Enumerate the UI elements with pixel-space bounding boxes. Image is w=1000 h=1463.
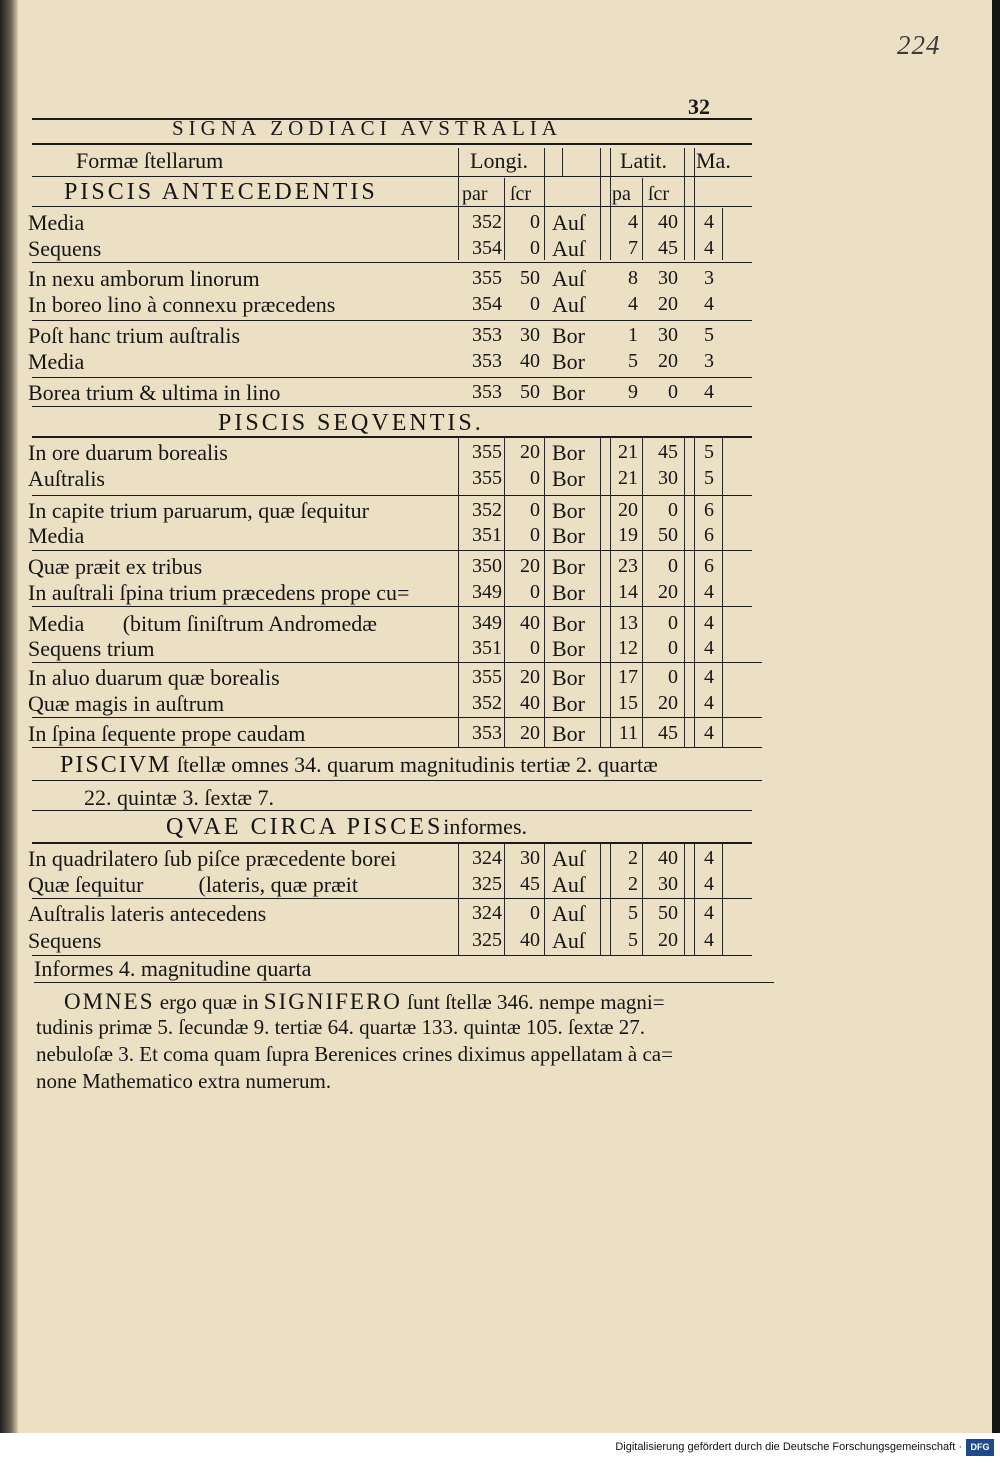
- longitude-degrees: 353: [472, 722, 502, 744]
- final-paragraph-line2: tudinis primæ 5. ſecundæ 9. tertiæ 64. quartæ 133. quintæ 105. ſextæ 27.: [36, 1015, 645, 1039]
- magnitude: 6: [704, 555, 714, 577]
- latitude-degrees: 19: [618, 524, 638, 546]
- row-rule: [32, 780, 762, 781]
- latitude-direction: Auſ: [552, 266, 585, 291]
- magnitude: 3: [704, 350, 714, 372]
- longitude-minutes: 0: [530, 293, 540, 315]
- subheader-scr: ſcr: [510, 183, 532, 205]
- longitude-minutes: 40: [520, 692, 540, 714]
- longitude-minutes: 40: [520, 929, 540, 951]
- latitude-degrees: 21: [618, 467, 638, 489]
- latitude-degrees: 12: [618, 637, 638, 659]
- row-rule: [32, 810, 752, 811]
- row-rule: [32, 747, 762, 748]
- rule-under-head: [32, 143, 752, 145]
- star-name: Borea trium & ultima in lino: [28, 380, 281, 405]
- latitude-direction: Bor: [552, 665, 585, 690]
- longitude-degrees: 352: [472, 499, 502, 521]
- magnitude: 6: [704, 524, 714, 546]
- latitude-minutes: 20: [658, 692, 678, 714]
- latitude-minutes: 45: [658, 441, 678, 463]
- star-name: Auſtralis lateris antecedens: [28, 901, 267, 926]
- row-rule: [32, 262, 752, 263]
- longitude-minutes: 0: [530, 237, 540, 259]
- latitude-direction: Auſ: [552, 872, 585, 897]
- star-name: In boreo lino à connexu præcedens: [28, 292, 336, 317]
- section-title-circa-pisces: [166, 815, 527, 839]
- longitude-minutes: 45: [520, 873, 540, 895]
- inventory-mark: 224: [897, 30, 941, 60]
- star-name: In ore duarum borealis: [28, 440, 228, 465]
- longitude-minutes: 0: [530, 524, 540, 546]
- star-name: In nexu amborum linorum: [28, 266, 260, 291]
- longitude-degrees: 355: [472, 441, 502, 463]
- latitude-minutes: 20: [658, 350, 678, 372]
- subheader-pa: pa: [612, 183, 631, 205]
- latitude-minutes: 0: [668, 612, 678, 634]
- row-rule: [32, 717, 762, 718]
- latitude-degrees: 5: [628, 929, 638, 951]
- latitude-minutes: 40: [658, 847, 678, 869]
- word-omnes: OMNES: [64, 989, 155, 1014]
- word-signifero: SIGNIFERO: [263, 989, 402, 1014]
- magnitude: 5: [704, 324, 714, 346]
- longitude-minutes: 0: [530, 467, 540, 489]
- magnitude: 4: [704, 929, 714, 951]
- col-rule: [544, 148, 545, 260]
- longitude-degrees: 324: [472, 847, 502, 869]
- star-name: In ſpina ſequente prope caudam: [28, 721, 306, 746]
- subheader-scr2: ſcr: [648, 183, 670, 205]
- latitude-direction: Bor: [552, 380, 585, 405]
- final-paragraph-line4: none Mathematico extra numerum.: [36, 1069, 332, 1093]
- magnitude: 3: [704, 267, 714, 289]
- digitization-footer: [0, 1433, 1000, 1463]
- latitude-degrees: 21: [618, 441, 638, 463]
- latitude-degrees: 11: [618, 722, 638, 744]
- latitude-direction: Bor: [552, 349, 585, 374]
- star-name: Quæ magis in auſtrum: [28, 691, 225, 716]
- longitude-degrees: 351: [472, 637, 502, 659]
- star-name: Sequens: [28, 928, 102, 953]
- col-rule: [722, 844, 723, 956]
- latitude-minutes: 0: [668, 499, 678, 521]
- longitude-minutes: 0: [530, 902, 540, 924]
- star-name: In auſtrali ſpina trium præcedens prope cu=: [28, 580, 410, 605]
- summary-caps: PISCIVM: [60, 752, 172, 778]
- longitude-degrees: 325: [472, 873, 502, 895]
- latitude-degrees: 23: [618, 555, 638, 577]
- latitude-degrees: 4: [628, 293, 638, 315]
- col-rule: [722, 438, 723, 748]
- latitude-minutes: 50: [658, 524, 678, 546]
- star-name: Media: [28, 349, 85, 374]
- row-rule: [32, 377, 752, 378]
- row-rule: [32, 898, 752, 899]
- latitude-degrees: 1: [628, 324, 638, 346]
- section-rest: informes.: [443, 814, 527, 839]
- star-name: Media: [28, 210, 85, 235]
- magnitude: 4: [704, 637, 714, 659]
- longitude-minutes: 20: [520, 722, 540, 744]
- longitude-degrees: 355: [472, 267, 502, 289]
- summary-pisces-line2: 22. quintæ 3. ſextæ 7.: [84, 785, 275, 810]
- magnitude: 4: [704, 666, 714, 688]
- latitude-direction: Bor: [552, 554, 585, 579]
- magnitude: 4: [704, 211, 714, 233]
- section-title-piscis-sequentis: PISCIS SEQVENTIS.: [218, 410, 484, 436]
- latitude-degrees: 9: [628, 381, 638, 403]
- row-rule: [32, 606, 752, 607]
- latitude-minutes: 30: [658, 267, 678, 289]
- star-name: Quæ præit ex tribus: [28, 554, 203, 579]
- header-magnitude: Ma.: [696, 148, 731, 173]
- longitude-minutes: 20: [520, 666, 540, 688]
- latitude-direction: Bor: [552, 323, 585, 348]
- longitude-minutes: 0: [530, 581, 540, 603]
- magnitude: 4: [704, 381, 714, 403]
- col-rule: [544, 844, 545, 956]
- star-name: Poſt hanc trium auſtralis: [28, 323, 241, 348]
- longitude-degrees: 355: [472, 467, 502, 489]
- star-name: Quæ ſequitur (lateris, quæ præit: [28, 872, 358, 897]
- final-text-1: ergo quæ in: [159, 990, 259, 1014]
- longitude-degrees: 352: [472, 211, 502, 233]
- longitude-minutes: 30: [520, 324, 540, 346]
- latitude-minutes: 0: [668, 666, 678, 688]
- magnitude: 6: [704, 499, 714, 521]
- row-rule: [32, 662, 762, 663]
- star-name: Sequens: [28, 236, 102, 261]
- latitude-direction: Auſ: [552, 846, 585, 871]
- latitude-minutes: 50: [658, 902, 678, 924]
- longitude-minutes: 0: [530, 211, 540, 233]
- row-rule: [32, 406, 752, 407]
- final-text-2: ſunt ſtellæ 346. nempe magni=: [407, 990, 665, 1014]
- section-caps: QVAE CIRCA PISCES: [166, 814, 444, 840]
- subheader-par: par: [462, 183, 488, 205]
- latitude-direction: Bor: [552, 580, 585, 605]
- magnitude: 4: [704, 847, 714, 869]
- longitude-minutes: 20: [520, 555, 540, 577]
- latitude-degrees: 5: [628, 350, 638, 372]
- latitude-degrees: 8: [628, 267, 638, 289]
- latitude-minutes: 30: [658, 467, 678, 489]
- latitude-direction: Auſ: [552, 901, 585, 926]
- running-head: SIGNA ZODIACI AVSTRALIA: [172, 116, 562, 140]
- magnitude: 4: [704, 581, 714, 603]
- longitude-degrees: 354: [472, 293, 502, 315]
- latitude-minutes: 45: [658, 722, 678, 744]
- latitude-degrees: 5: [628, 902, 638, 924]
- latitude-direction: Bor: [552, 523, 585, 548]
- magnitude: 5: [704, 441, 714, 463]
- latitude-degrees: 2: [628, 873, 638, 895]
- latitude-direction: Bor: [552, 611, 585, 636]
- page-number: 32: [688, 94, 710, 119]
- latitude-minutes: 20: [658, 929, 678, 951]
- latitude-degrees: 14: [618, 581, 638, 603]
- longitude-degrees: 350: [472, 555, 502, 577]
- magnitude: 4: [704, 722, 714, 744]
- longitude-degrees: 354: [472, 237, 502, 259]
- star-name: In capite trium paruarum, quæ ſequitur: [28, 498, 369, 523]
- latitude-minutes: 30: [658, 324, 678, 346]
- star-name: Auſtralis: [28, 466, 105, 491]
- star-name: Sequens trium: [28, 636, 155, 661]
- rule-section: [32, 206, 752, 207]
- magnitude: 4: [704, 902, 714, 924]
- latitude-direction: Bor: [552, 440, 585, 465]
- latitude-minutes: 0: [668, 637, 678, 659]
- rule-section: [32, 436, 752, 438]
- rule-header: [32, 176, 752, 177]
- col-rule: [458, 438, 459, 748]
- magnitude: 4: [704, 692, 714, 714]
- magnitude: 4: [704, 873, 714, 895]
- longitude-degrees: 324: [472, 902, 502, 924]
- longitude-degrees: 353: [472, 350, 502, 372]
- latitude-degrees: 2: [628, 847, 638, 869]
- star-name: In aluo duarum quæ borealis: [28, 665, 280, 690]
- latitude-direction: Auſ: [552, 292, 585, 317]
- col-rule: [562, 148, 563, 176]
- col-rule: [544, 438, 545, 748]
- latitude-minutes: 45: [658, 237, 678, 259]
- final-paragraph-line1: [64, 990, 665, 1013]
- latitude-direction: Bor: [552, 691, 585, 716]
- longitude-minutes: 0: [530, 637, 540, 659]
- summary-text: ſtellæ omnes 34. quarum magnitudinis tertiæ 2. quartæ: [176, 752, 658, 777]
- footer-credit: Digitalisierung gefördert durch die Deutsche Forschungsgemeinschaft ·: [615, 1441, 962, 1453]
- longitude-minutes: 30: [520, 847, 540, 869]
- star-name: Media: [28, 523, 85, 548]
- star-name: In quadrilatero ſub piſce præcedente borei: [28, 846, 397, 871]
- header-formae: Formæ ſtellarum: [76, 148, 224, 173]
- latitude-direction: Bor: [552, 636, 585, 661]
- longitude-minutes: 50: [520, 267, 540, 289]
- longitude-degrees: 349: [472, 581, 502, 603]
- summary-informes: Informes 4. magnitudine quarta: [34, 956, 312, 981]
- longitude-degrees: 353: [472, 324, 502, 346]
- latitude-degrees: 4: [628, 211, 638, 233]
- longitude-degrees: 325: [472, 929, 502, 951]
- row-rule: [32, 550, 752, 551]
- section-title-piscis-antecedentis: PISCIS ANTECEDENTIS: [64, 179, 378, 205]
- row-rule: [34, 982, 774, 983]
- latitude-degrees: 20: [618, 499, 638, 521]
- star-name: Media (bitum ſiniſtrum Andromedæ: [28, 611, 377, 636]
- col-rule: [722, 208, 723, 260]
- magnitude: 4: [704, 293, 714, 315]
- dfg-logo: DFG: [966, 1439, 994, 1456]
- latitude-minutes: 30: [658, 873, 678, 895]
- longitude-degrees: 355: [472, 666, 502, 688]
- longitude-minutes: 20: [520, 441, 540, 463]
- col-rule: [458, 148, 459, 260]
- latitude-minutes: 20: [658, 293, 678, 315]
- longitude-degrees: 349: [472, 612, 502, 634]
- latitude-direction: Bor: [552, 466, 585, 491]
- longitude-minutes: 0: [530, 499, 540, 521]
- latitude-degrees: 7: [628, 237, 638, 259]
- rule-section: [32, 842, 752, 844]
- latitude-minutes: 0: [668, 555, 678, 577]
- magnitude: 4: [704, 237, 714, 259]
- latitude-degrees: 13: [618, 612, 638, 634]
- longitude-minutes: 40: [520, 612, 540, 634]
- latitude-direction: Bor: [552, 721, 585, 746]
- row-rule: [32, 495, 752, 496]
- header-longitude: Longi.: [470, 148, 529, 173]
- latitude-degrees: 15: [618, 692, 638, 714]
- longitude-minutes: 50: [520, 381, 540, 403]
- magnitude: 5: [704, 467, 714, 489]
- latitude-minutes: 20: [658, 581, 678, 603]
- longitude-degrees: 352: [472, 692, 502, 714]
- col-rule: [458, 844, 459, 956]
- row-rule: [32, 320, 752, 321]
- magnitude: 4: [704, 612, 714, 634]
- latitude-degrees: 17: [618, 666, 638, 688]
- latitude-direction: Auſ: [552, 210, 585, 235]
- latitude-direction: Auſ: [552, 236, 585, 261]
- latitude-direction: Auſ: [552, 928, 585, 953]
- longitude-degrees: 353: [472, 381, 502, 403]
- summary-pisces-line1: [60, 753, 658, 777]
- final-paragraph-line3: nebuloſæ 3. Et coma quam ſupra Berenices crines diximus appellatam à ca=: [36, 1042, 673, 1066]
- latitude-minutes: 0: [668, 381, 678, 403]
- latitude-direction: Bor: [552, 498, 585, 523]
- page-binding-edge: [0, 0, 18, 1433]
- latitude-minutes: 40: [658, 211, 678, 233]
- longitude-degrees: 351: [472, 524, 502, 546]
- header-latitude: Latit.: [620, 148, 668, 173]
- longitude-minutes: 40: [520, 350, 540, 372]
